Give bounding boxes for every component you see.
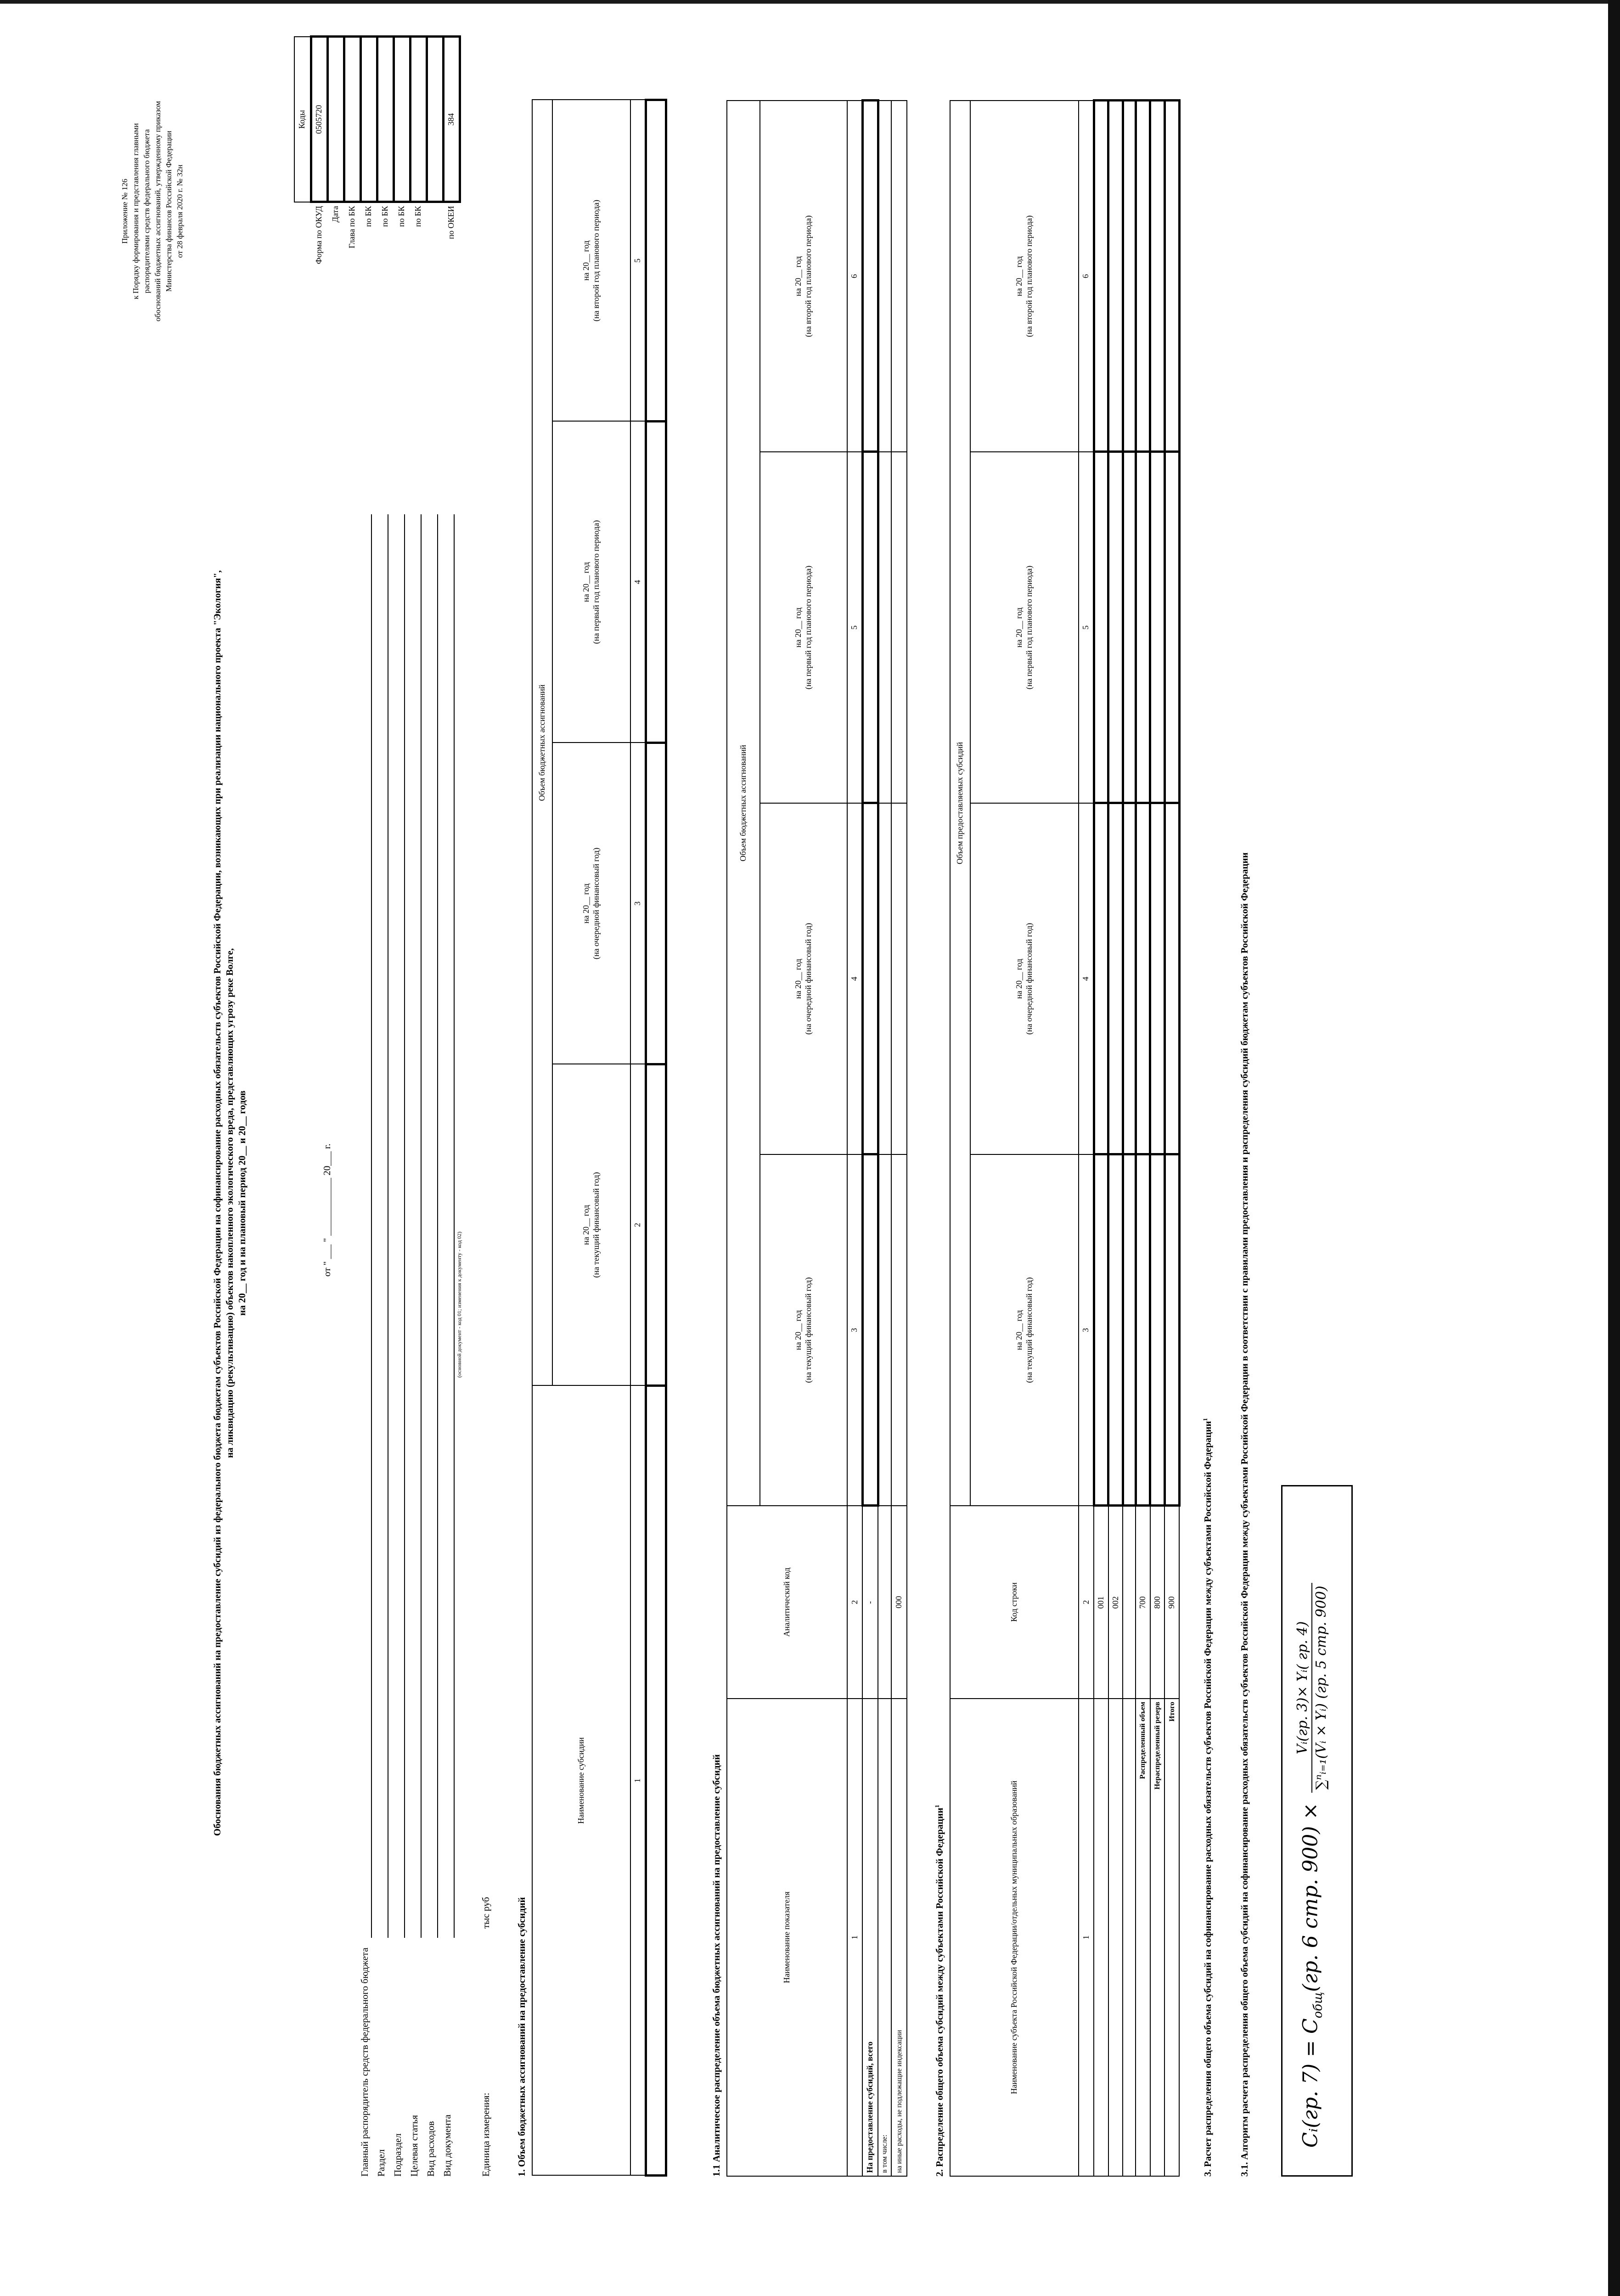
field-label: Целевая статья: [409, 2115, 420, 2177]
s11-col-year: на 20__ год: [793, 256, 803, 297]
s2-col-header: [970, 1154, 1079, 1506]
s2-row-code: 900: [1164, 1506, 1179, 1699]
code-label: по БК: [413, 206, 423, 227]
s2-row-code: 700: [1136, 1506, 1150, 1699]
s2-row-code: [1123, 1506, 1136, 1699]
formula-numerator: Vᵢ(гр. 3)× Yᵢ( гр. 4): [1294, 1583, 1312, 1792]
formula-denominator: ∑ⁿᵢ₌₁(Vᵢ × Yᵢ) (гр. 5 стр. 900): [1313, 1586, 1329, 1790]
s2-data-cell[interactable]: [1164, 101, 1179, 452]
s2-data-cell[interactable]: [1123, 452, 1136, 803]
s2-col-number: 3: [1079, 1154, 1094, 1506]
code-value-okud: 0505720: [311, 37, 327, 202]
s2-row-name: [1108, 1699, 1123, 2176]
s2-col-number: 2: [1079, 1506, 1094, 1699]
s2-data-cell[interactable]: [1108, 1154, 1123, 1506]
s11-col-year: на 20__ год: [793, 1310, 803, 1351]
s11-data-cell[interactable]: [878, 1154, 891, 1506]
code-label: по БК: [397, 206, 406, 227]
field-label: Главный распорядитель средств федерального бюджета: [359, 1947, 370, 2177]
field-label: Вид расходов: [425, 2121, 436, 2177]
s2-col-note: (на второй год планового периода): [1024, 215, 1034, 337]
title-line: Обоснования бюджетных ассигнований на предоставление субсидий из федерального бюджета бюджетам субъектов Российской Федерации на софинансирование расходных обязательств субъектов Российской Федерации, возникающих при реализации национального проекта "Экология",: [212, 570, 223, 1836]
s11-col-year: на 20__ год: [793, 607, 803, 648]
s1-col-header: [552, 100, 630, 421]
s2-name-header: Наименование субъекта Российской Федерации/отдельных муниципальных образований: [950, 1699, 1079, 2176]
s11-col-header: [760, 452, 847, 803]
s11-col-note: (на второй год планового периода): [804, 215, 813, 337]
s2-data-cell[interactable]: [1150, 1154, 1165, 1506]
s1-col-number: 1: [630, 1386, 646, 2176]
s2-col-number: 5: [1079, 452, 1094, 803]
code-label: по БК: [364, 206, 373, 227]
s2-data-cell[interactable]: [1136, 1154, 1150, 1506]
s1-col-header: [552, 743, 630, 1064]
s2-data-cell[interactable]: [1150, 803, 1165, 1154]
section-2-title: [934, 1805, 945, 2177]
s11-data-cell[interactable]: [891, 452, 907, 803]
appendix-line: Приложение № 126: [120, 179, 129, 244]
s2-row-name: [1123, 1699, 1136, 2176]
s1-col-header: [552, 422, 630, 743]
s1-col-number: 2: [630, 1064, 646, 1386]
s2-data-cell[interactable]: [1164, 452, 1179, 803]
appendix-line: к Порядку формирования и представления главными: [131, 123, 140, 299]
field-label: Вид документа: [442, 2114, 453, 2177]
s11-col-number: 4: [847, 803, 862, 1154]
code-value-doc: [427, 37, 443, 202]
s2-group-header: Объем предоставляемых субсидий: [950, 101, 970, 1506]
s11-data-cell[interactable]: [862, 803, 878, 1154]
table-section-1: [532, 99, 667, 2177]
appendix-line: от 28 февраля 2020 г. № 32н: [175, 164, 184, 258]
s2-data-cell[interactable]: [1094, 803, 1108, 1154]
s11-data-cell[interactable]: [862, 1154, 878, 1506]
formula-box: [1281, 1485, 1353, 2177]
footnote-mark: 1: [1202, 1418, 1209, 1421]
s1-col-number: 4: [630, 422, 646, 743]
codes-header: Коды: [294, 37, 311, 202]
s2-row-name: Распределенный объем: [1136, 1699, 1150, 2176]
s2-col-number: 6: [1079, 101, 1094, 452]
s2-data-cell[interactable]: [1136, 803, 1150, 1154]
s1-group-header: Объем бюджетных ассигнований: [532, 100, 552, 1385]
s2-col-note: (на очередной финансовый год): [1024, 923, 1034, 1035]
doc-type-hint: (основной документ - код 01; изменения к документу - код 02): [456, 1232, 462, 1378]
section-3-title: [1202, 1418, 1213, 2177]
s11-data-cell[interactable]: [878, 101, 891, 452]
s2-data-cell[interactable]: [1094, 1154, 1108, 1506]
s11-data-cell[interactable]: [891, 101, 907, 452]
s2-row-code: 001: [1094, 1506, 1108, 1699]
s2-col-header: [970, 101, 1079, 452]
s1-name-header: Наименование субсидии: [532, 1386, 630, 2176]
s2-row-name: Итого: [1164, 1699, 1179, 2176]
formula-fraction: [1294, 1583, 1329, 1792]
s11-data-cell[interactable]: [878, 803, 891, 1154]
s1-col-note: (на второй год планового периода): [591, 200, 601, 321]
field-underline: [421, 514, 422, 1938]
footnote-mark: 1: [934, 1805, 940, 1808]
s1-data-cell[interactable]: [646, 100, 666, 421]
s2-data-cell[interactable]: [1108, 101, 1123, 452]
s11-col-note: (на текущий финансовый год): [804, 1277, 813, 1383]
allocation-formula: [1294, 1583, 1329, 2148]
code-label: по ОКЕИ: [446, 206, 456, 239]
section-2-title-text: 2. Распределение общего объема субсидий между субъектами Российской Федерации: [934, 1807, 945, 2177]
s1-col-year: на 20__ год: [581, 240, 591, 281]
s11-row-name: На предоставление субсидий, всего: [862, 1699, 878, 2176]
s1-col-year: на 20__ год: [581, 883, 591, 924]
s2-data-cell[interactable]: [1136, 101, 1150, 452]
s2-col-year: на 20__ год: [1014, 256, 1024, 297]
s2-data-cell[interactable]: [1150, 452, 1165, 803]
s2-data-cell[interactable]: [1136, 452, 1150, 803]
s11-row-code: -: [862, 1506, 878, 1699]
s1-col-note: (на первый год планового периода): [591, 520, 601, 644]
s2-row-code: 002: [1108, 1506, 1123, 1699]
section-3-title-text: 3. Расчет распределения общего объема субсидий на софинансирование расходных обязательств субъектов Российской Федерации между субъектами Российской Федерации: [1202, 1421, 1213, 2177]
s11-data-cell[interactable]: [891, 1154, 907, 1506]
document-title: [211, 331, 248, 2076]
s2-data-cell[interactable]: [1123, 1154, 1136, 1506]
s2-col-header: [970, 803, 1079, 1154]
s11-row-code: 000: [891, 1506, 907, 1699]
s2-data-cell[interactable]: [1108, 452, 1123, 803]
code-label: Дата: [331, 206, 340, 223]
field-underline: [437, 514, 438, 1938]
s2-data-cell[interactable]: [1164, 1154, 1179, 1506]
formula-lhs: Cᵢ(гр. 7) = C: [1299, 2018, 1322, 2148]
s2-data-cell[interactable]: [1164, 803, 1179, 1154]
s2-data-cell[interactable]: [1150, 101, 1165, 452]
s11-col-number: 6: [847, 101, 862, 452]
s2-row-name: [1094, 1699, 1108, 2176]
s11-code-header: Аналитический код: [727, 1506, 847, 1699]
s11-col-header: [760, 101, 847, 452]
s2-col-year: на 20__ год: [1014, 958, 1024, 999]
s1-col-note: (на текущий финансовый год): [591, 1172, 601, 1278]
s1-col-number: 3: [630, 743, 646, 1064]
s11-col-header: [760, 803, 847, 1154]
appendix-note: [119, 51, 186, 372]
s2-row-code: 800: [1150, 1506, 1165, 1699]
s11-name-header: Наименование показателя: [727, 1699, 847, 2176]
document-date: от " ___ " ____________ 20___ г.: [321, 1143, 332, 1277]
s1-col-year: на 20__ год: [581, 1204, 591, 1245]
s2-col-number: 4: [1079, 803, 1094, 1154]
s11-row-code: [878, 1506, 891, 1699]
code-label: [427, 202, 443, 496]
code-label: Форма по ОКУД: [314, 206, 324, 264]
s11-col-note: (на первый год планового периода): [804, 565, 813, 690]
s1-col-header: [552, 1064, 630, 1386]
code-value-vr: [410, 37, 427, 202]
s2-col-header: [970, 452, 1079, 803]
s2-code-header: Код строки: [950, 1506, 1079, 1699]
s11-data-cell[interactable]: [862, 452, 878, 803]
s1-col-note: (на очередной финансовый год): [591, 847, 601, 960]
s11-group-header: Объем бюджетных ассигнований: [727, 101, 760, 1506]
unit-label: Единица измерения:: [480, 2093, 491, 2177]
s1-col-number: 5: [630, 100, 646, 421]
s11-row-name: на иные расходы, не подлежащие индексации: [891, 1699, 907, 2176]
s2-data-cell[interactable]: [1094, 101, 1108, 452]
code-value-cs: [394, 37, 410, 202]
s11-col-number: 1: [847, 1699, 862, 2176]
table-section-2: [950, 99, 1181, 2177]
s2-col-note: (на текущий финансовый год): [1024, 1277, 1034, 1383]
s1-data-cell[interactable]: [646, 743, 666, 1064]
s1-col-year: на 20__ год: [581, 562, 591, 602]
s11-col-number: 3: [847, 1154, 862, 1506]
code-value-glava: [344, 37, 360, 202]
table-section-1-1: [726, 99, 907, 2177]
section-1-1-title: 1.1 Аналитическое распределение объема бюджетных ассигнований на предоставление субсидий: [711, 1754, 722, 2177]
code-value-date: [327, 37, 344, 202]
s2-col-note: (на первый год планового периода): [1024, 565, 1034, 690]
formula-sub: общ: [1311, 1992, 1325, 2019]
code-value-okei: 384: [443, 37, 460, 202]
field-underline: [404, 514, 405, 1938]
s2-data-cell[interactable]: [1094, 452, 1108, 803]
s2-col-number: 1: [1079, 1699, 1094, 2176]
codes-table: [294, 36, 461, 496]
s1-data-cell[interactable]: [646, 1386, 666, 2176]
field-underline: [371, 514, 372, 1938]
section-1-title: 1. Объем бюджетных ассигнований на предоставление субсидий: [516, 1897, 527, 2177]
s11-data-cell[interactable]: [878, 452, 891, 803]
s2-data-cell[interactable]: [1108, 803, 1123, 1154]
s11-col-year: на 20__ год: [793, 958, 803, 999]
field-label: Подраздел: [392, 2133, 403, 2177]
s1-data-cell[interactable]: [646, 422, 666, 743]
unit-value: тыс руб: [480, 1897, 491, 1929]
s11-col-number: 2: [847, 1506, 862, 1699]
s2-col-year: на 20__ год: [1014, 1310, 1024, 1351]
s2-data-cell[interactable]: [1123, 803, 1136, 1154]
s11-col-number: 5: [847, 452, 862, 803]
s11-row-name: в том числе:: [878, 1699, 891, 2176]
title-line: на ликвидацию (рекультивацию) объектов накопленного экологического вреда, представляющих угрозу реке Волге,: [224, 948, 235, 1458]
s11-data-cell[interactable]: [891, 803, 907, 1154]
s11-col-header: [760, 1154, 847, 1506]
code-value-razdel: [360, 37, 377, 202]
s2-data-cell[interactable]: [1123, 101, 1136, 452]
appendix-line: распорядителями средств федерального бюджета: [142, 129, 151, 293]
code-label: Глава по БК: [347, 206, 357, 248]
appendix-line: обоснований бюджетных ассигнований, утвержденному приказом: [153, 101, 162, 321]
s2-col-year: на 20__ год: [1014, 607, 1024, 648]
code-label: по БК: [380, 206, 390, 227]
s2-row-name: Нераспределенный резерв: [1150, 1699, 1165, 2176]
s11-col-note: (на очередной финансовый год): [804, 923, 813, 1035]
s11-data-cell[interactable]: [862, 101, 878, 452]
field-label: Раздел: [376, 2149, 387, 2177]
section-3-1-title: 3.1. Алгоритм расчета распределения общего объема субсидий на софинансирование расходных обязательств субъектов Российской Федерации между субъектами Российской Федерации в соответствии с правилами предоставления и распределения субсидий бюджетам субъектов Российской Федерации: [1239, 852, 1250, 2177]
field-underline: [454, 514, 455, 1938]
code-value-podrazdel: [377, 37, 394, 202]
title-line: на 20__ год и на плановый период 20__ и 20__ годов: [236, 1090, 248, 1316]
s1-data-cell[interactable]: [646, 1064, 666, 1386]
formula-mid: (гр. 6 стр. 900) ×: [1299, 1802, 1322, 1992]
appendix-line: Министерства финансов Российской Федерации: [164, 130, 173, 292]
